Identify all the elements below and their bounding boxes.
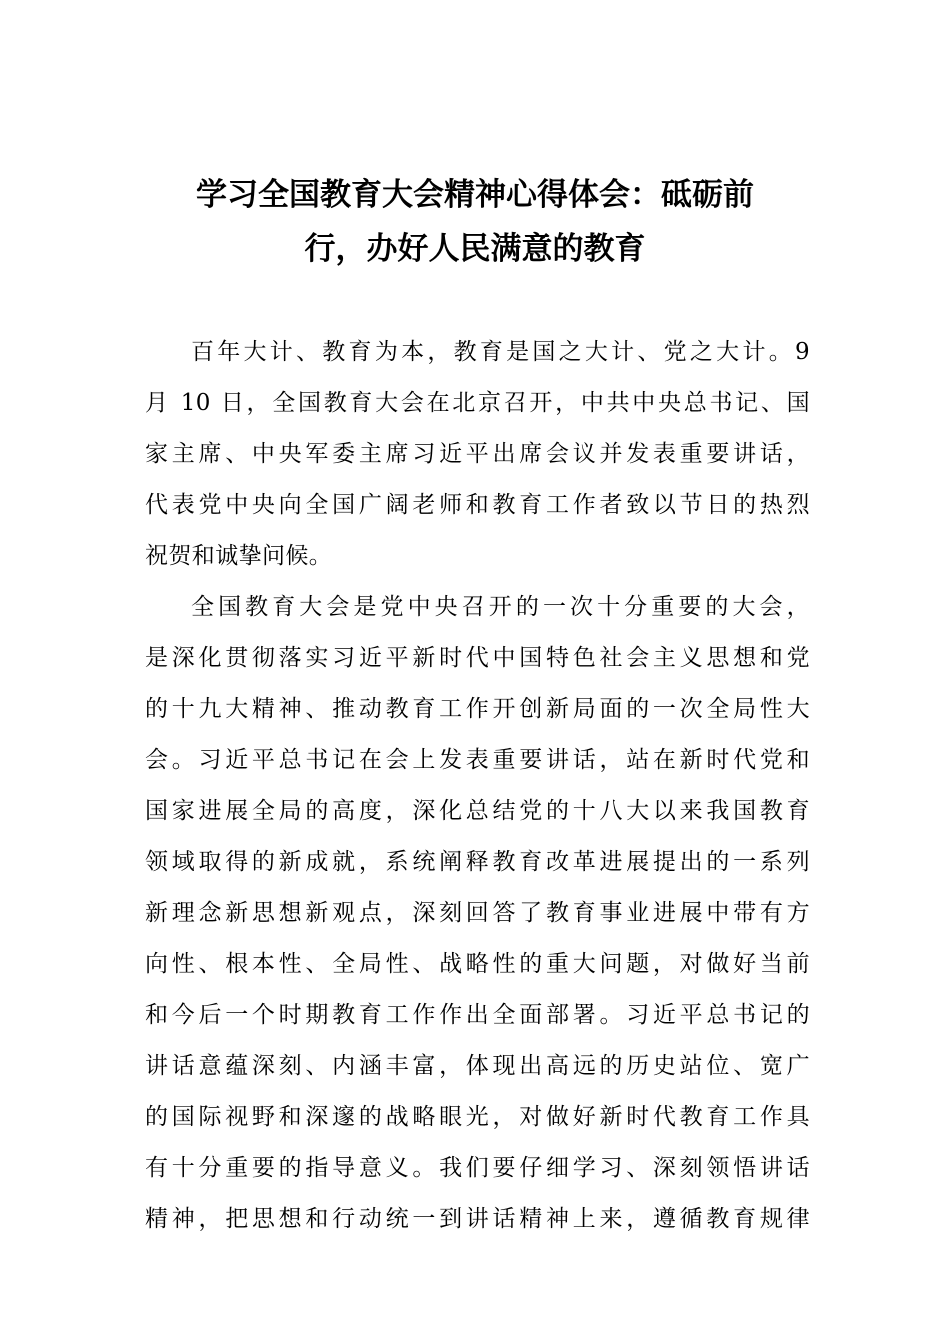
text-line: 是深化贯彻落实习近平新时代中国特色社会主义思想和党 [145, 645, 810, 671]
text-line: 全国教育大会是党中央召开的一次十分重要的大会， [191, 594, 810, 620]
text-line: 有十分重要的指导意义。我们要仔细学习、深刻领悟讲话 [145, 1155, 810, 1181]
title-line: 行，办好人民满意的教育 [304, 231, 646, 267]
text-line: 新理念新思想新观点，深刻回答了教育事业进展中带有方 [145, 900, 810, 926]
text-line: 会。习近平总书记在会上发表重要讲话，站在新时代党和 [145, 747, 810, 773]
text-line: 百年大计、教育为本，教育是国之大计、党之大计。9 [191, 339, 810, 365]
text-line: 家主席、中央军委主席习近平出席会议并发表重要讲话， [145, 441, 810, 467]
text-line: 和今后一个时期教育工作作出全面部署。习近平总书记的 [145, 1002, 810, 1028]
title-line: 学习全国教育大会精神心得体会：砥砺前 [196, 177, 754, 213]
text-line: 的国际视野和深邃的战略眼光，对做好新时代教育工作具 [145, 1104, 810, 1130]
text-line: 祝贺和诚挚问候。 [145, 543, 333, 569]
text-line: 的十九大精神、推动教育工作开创新局面的一次全局性大 [145, 696, 810, 722]
text-line: 向性、根本性、全局性、战略性的重大问题，对做好当前 [145, 951, 810, 977]
text-line: 月 10 日，全国教育大会在北京召开，中共中央总书记、国 [145, 390, 810, 416]
document-title [140, 168, 810, 276]
text-line: 领域取得的新成就，系统阐释教育改革进展提出的一系列 [145, 849, 810, 875]
document-body [145, 327, 810, 1245]
paragraph [145, 327, 810, 582]
text-line: 代表党中央向全国广阔老师和教育工作者致以节日的热烈 [145, 492, 810, 518]
text-line: 国家进展全局的高度，深化总结党的十八大以来我国教育 [145, 798, 810, 824]
paragraph [145, 582, 810, 1245]
text-line: 精神，把思想和行动统一到讲话精神上来，遵循教育规律 [145, 1206, 810, 1232]
text-line: 讲话意蕴深刻、内涵丰富，体现出高远的历史站位、宽广 [145, 1053, 810, 1079]
